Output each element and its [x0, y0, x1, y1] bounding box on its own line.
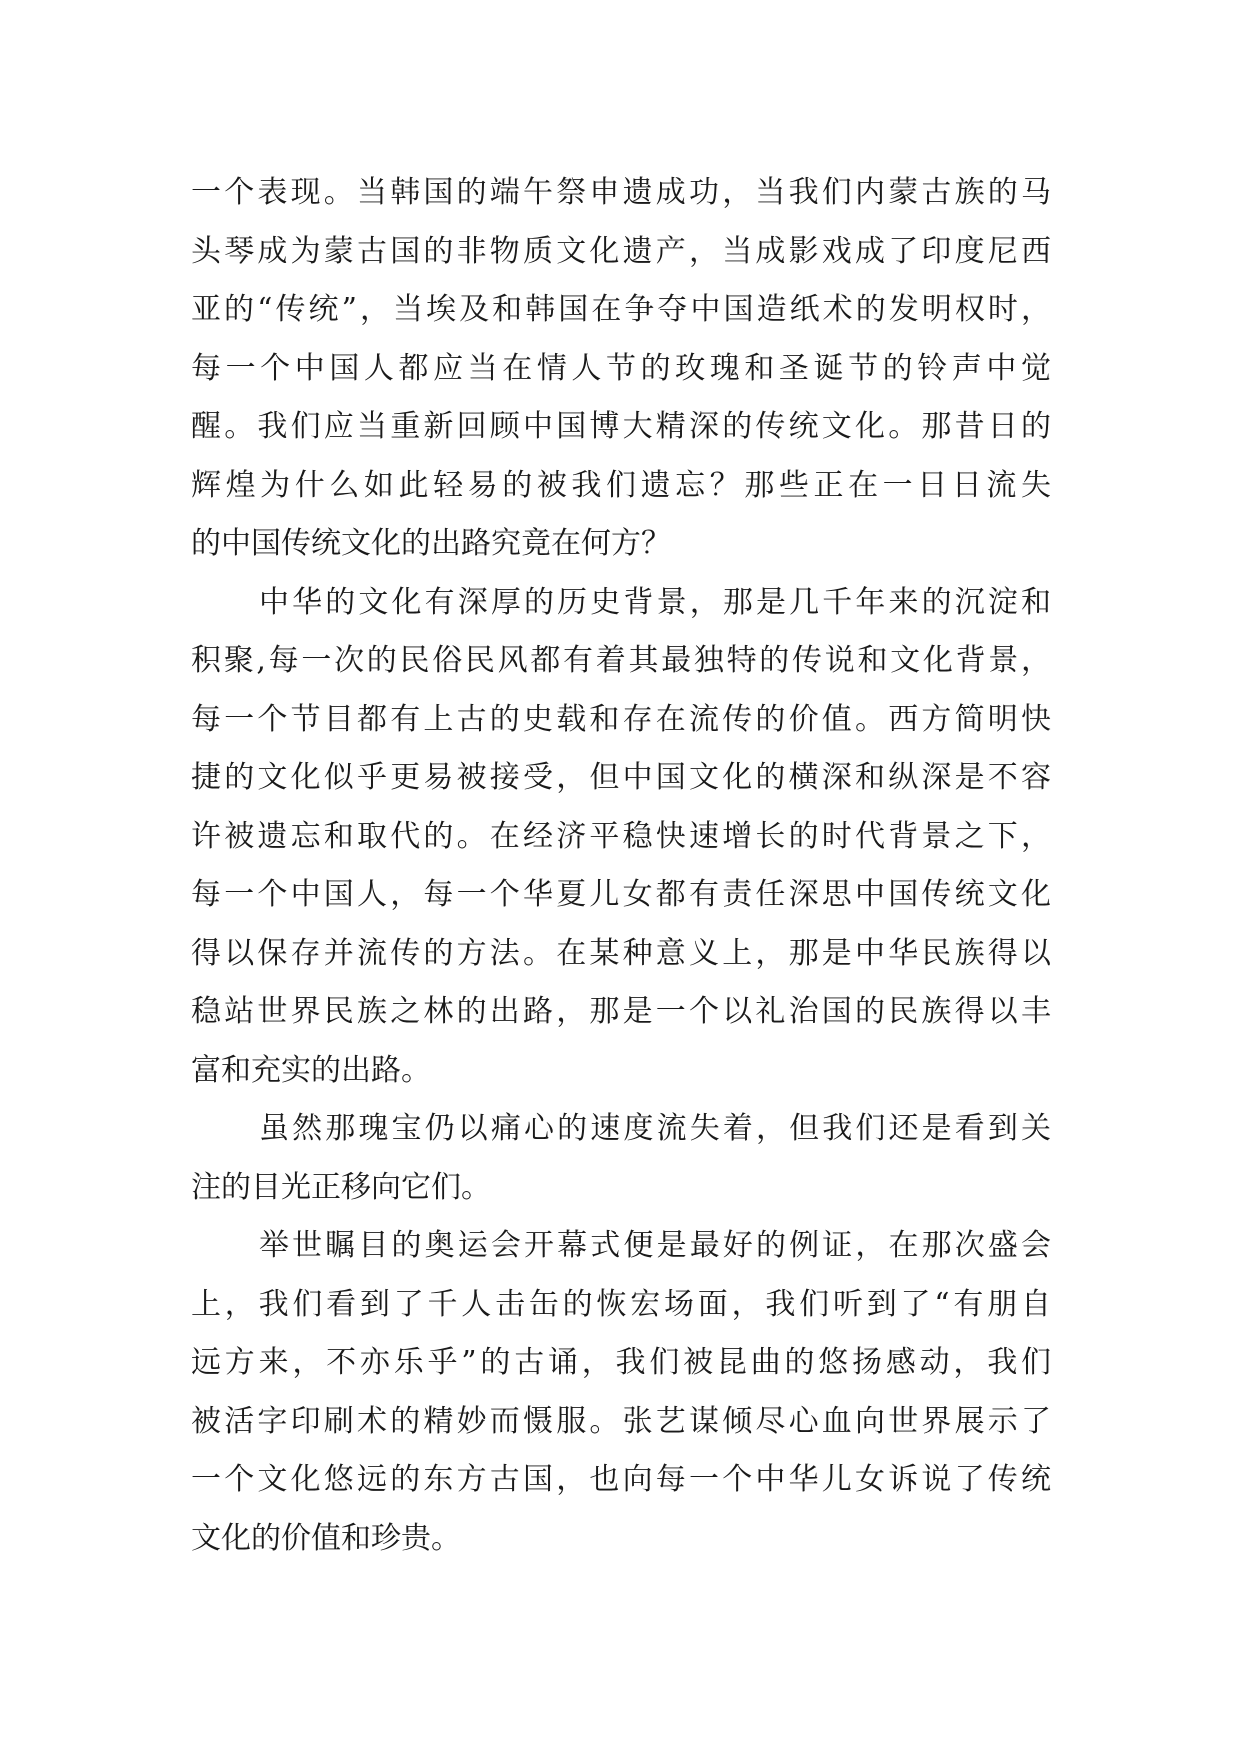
text-line: 被活字印刷术的精妙而慑服。张艺谋倾尽心血向世界展示了 — [191, 1403, 1051, 1439]
text-line: 亚的“传统”，当埃及和韩国在争夺中国造纸术的发明权时， — [191, 292, 1051, 327]
text-line: 一个表现。当韩国的端午祭申遗成功，当我们内蒙古族的马 — [191, 175, 1051, 210]
text-line: 稳站世界民族之林的出路，那是一个以礼治国的民族得以丰 — [191, 994, 1051, 1029]
body-text — [191, 164, 1051, 1568]
text-line: 一个文化悠远的东方古国，也向每一个中华儿女诉说了传统 — [191, 1462, 1051, 1497]
text-line: 捷的文化似乎更易被接受，但中国文化的横深和纵深是不容 — [191, 760, 1051, 795]
text-line: 醒。我们应当重新回顾中国博大精深的传统文化。那昔日的 — [191, 409, 1051, 444]
paragraph-first-line: 举世瞩目的奥运会开幕式便是最好的例证，在那次盛会 — [259, 1228, 1051, 1263]
text-line: 得以保存并流传的方法。在某种意义上，那是中华民族得以 — [191, 935, 1051, 971]
text-line: 文化的价值和珍贵。 — [191, 1520, 461, 1556]
text-line: 富和充实的出路。 — [191, 1052, 431, 1088]
text-line: 每一个中国人，每一个华夏儿女都有责任深思中国传统文化 — [191, 877, 1051, 912]
text-line: 积聚,每一次的民俗民风都有着其最独特的传说和文化背景， — [191, 643, 1051, 678]
paragraph-first-line: 中华的文化有深厚的历史背景，那是几千年来的沉淀和 — [259, 584, 1051, 620]
text-line: 辉煌为什么如此轻易的被我们遗忘？那些正在一日日流失 — [191, 467, 1051, 503]
text-line: 每一个中国人都应当在情人节的玫瑰和圣诞节的铃声中觉 — [191, 350, 1051, 386]
paragraph-first-line: 虽然那瑰宝仍以痛心的速度流失着，但我们还是看到关 — [259, 1111, 1051, 1146]
text-line: 上，我们看到了千人击缶的恢宏场面，我们听到了“有朋自 — [191, 1286, 1051, 1322]
text-line: 每一个节目都有上古的史载和存在流传的价值。西方简明快 — [191, 701, 1051, 737]
text-line: 头琴成为蒙古国的非物质文化遗产，当成影戏成了印度尼西 — [191, 233, 1051, 269]
text-line: 许被遗忘和取代的。在经济平稳快速增长的时代背景之下， — [191, 818, 1051, 854]
text-line: 的中国传统文化的出路究竟在何方？ — [191, 526, 671, 561]
text-line: 远方来，不亦乐乎”的古诵，我们被昆曲的悠扬感动，我们 — [191, 1345, 1051, 1380]
text-line: 注的目光正移向它们。 — [191, 1169, 491, 1205]
